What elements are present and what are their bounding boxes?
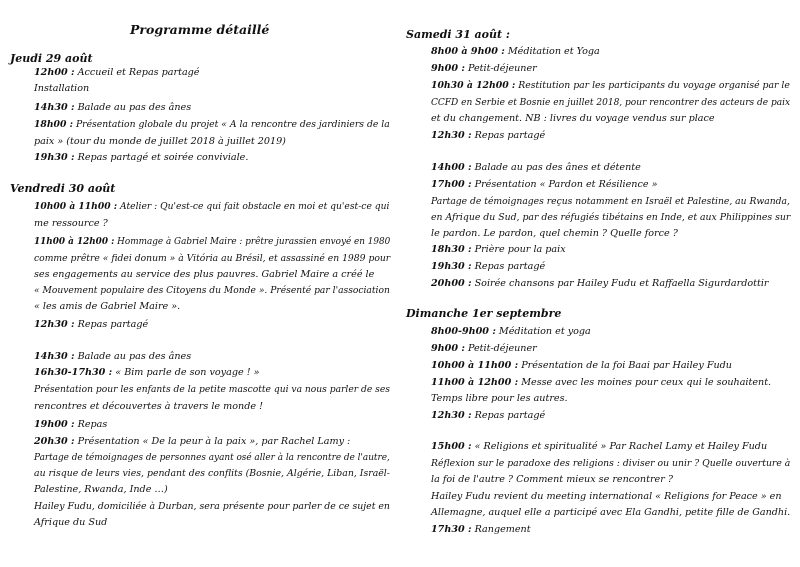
schedule-line: 18h30 : Prière pour la paix (431, 244, 566, 255)
schedule-line: 18h00 : Présentation globale du projet « A la rencontre des jardiniers de la (34, 119, 390, 130)
schedule-line: 12h30 : Repas partagé (431, 130, 546, 141)
schedule-line: 8h00-9h00 : Méditation et yoga (431, 326, 591, 337)
schedule-line: « les amis de Gabriel Maire ». (34, 301, 181, 312)
schedule-line: 12h00 : Accueil et Repas partagé (34, 67, 200, 78)
day-heading-samedi: Samedi 31 août : (406, 28, 510, 41)
schedule-line: 12h30 : Repas partagé (431, 410, 546, 421)
schedule-line: et du changement. NB : livres du voyage vendus sur place (431, 113, 715, 124)
schedule-line: 20h00 : Soirée chansons par Hailey Fudu et Raffaella Sigurdardottir (431, 278, 769, 289)
schedule-line: comme prêtre « fidei donum » à Vitória au Brésil, et assassiné en 1989 pour (34, 253, 391, 264)
schedule-line: 14h30 : Balade au pas des ânes (34, 102, 192, 113)
page-title: Programme détaillé (130, 22, 270, 37)
schedule-line: Réflexion sur le paradoxe des religions : diviser ou unir ? Quelle ouverture à (431, 458, 791, 469)
schedule-line: 16h30-17h30 : « Bim parle de son voyage ! » (34, 367, 260, 378)
schedule-line: 9h00 : Petit-déjeuner (431, 343, 537, 354)
schedule-line: paix » (tour du monde de juillet 2018 à juillet 2019) (34, 136, 286, 147)
schedule-line: 12h30 : Repas partagé (34, 319, 149, 330)
schedule-line: 19h30 : Repas partagé et soirée conviviale. (34, 152, 249, 163)
day-heading-dimanche: Dimanche 1er septembre (406, 307, 562, 320)
schedule-line: 8h00 à 9h00 : Méditation et Yoga (431, 46, 600, 57)
schedule-line: 14h30 : Balade au pas des ânes (34, 351, 192, 362)
schedule-line: 11h00 à 12h00 : Hommage à Gabriel Maire : prêtre jurassien envoyé en 1980 (34, 236, 391, 247)
schedule-line: CCFD en Serbie et Bosnie en juillet 2018, pour rencontrer des acteurs de paix (431, 97, 791, 108)
schedule-line: « Mouvement populaire des Citoyens du Monde ». Présenté par l'association (34, 285, 390, 296)
schedule-line: 10h00 à 11h00 : Présentation de la foi Baai par Hailey Fudu (431, 360, 732, 371)
schedule-line: ses engagements au service des plus pauvres. Gabriel Maire a créé le (34, 269, 375, 280)
schedule-line: Partage de témoignages reçus notamment en Israël et Palestine, au Rwanda, (431, 196, 790, 207)
schedule-line: Hailey Fudu revient du meeting international « Religions for Peace » en (431, 491, 782, 502)
schedule-line: Palestine, Rwanda, Inde …) (34, 484, 168, 495)
schedule-line: Présentation pour les enfants de la petite mascotte qui va nous parler de ses (34, 384, 390, 395)
schedule-line: 14h00 : Balade au pas des ânes et détente (431, 162, 641, 173)
day-heading-jeudi: Jeudi 29 août (10, 52, 93, 65)
schedule-line: me ressource ? (34, 218, 108, 229)
schedule-line: 9h00 : Petit-déjeuner (431, 63, 537, 74)
day-heading-vendredi: Vendredi 30 août (10, 182, 116, 195)
schedule-line: 10h30 à 12h00 : Restitution par les participants du voyage organisé par le (431, 80, 790, 91)
schedule-line: la foi de l'autre ? Comment mieux se rencontrer ? (431, 474, 673, 485)
schedule-line: le pardon. Le pardon, quel chemin ? Quelle force ? (431, 228, 678, 239)
schedule-line: Hailey Fudu, domiciliée à Durban, sera présente pour parler de ce sujet en (34, 501, 390, 512)
schedule-line: 11h00 à 12h00 : Messe avec les moines pour ceux qui le souhaitent. (431, 377, 772, 388)
schedule-line: en Afrique du Sud, par des réfugiés tibétains en Inde, et aux Philippines sur (431, 212, 791, 223)
schedule-line: Afrique du Sud (34, 517, 108, 528)
schedule-line: 20h30 : Présentation « De la peur à la paix », par Rachel Lamy : (34, 436, 351, 447)
schedule-line: Allemagne, auquel elle a participé avec Ela Gandhi, petite fille de Gandhi. (431, 507, 791, 518)
schedule-line: 17h30 : Rangement (431, 524, 531, 535)
schedule-line: 15h00 : « Religions et spiritualité » Par Rachel Lamy et Hailey Fudu (431, 441, 768, 452)
schedule-line: Temps libre pour les autres. (431, 393, 568, 404)
schedule-line: Partage de témoignages de personnes ayant osé aller à la rencontre de l'autre, (34, 452, 390, 463)
schedule-line: rencontres et découvertes à travers le monde ! (34, 401, 263, 412)
schedule-line: 17h00 : Présentation « Pardon et Résilience » (431, 179, 658, 190)
schedule-line: 19h00 : Repas (34, 419, 108, 430)
schedule-line: au risque de leurs vies, pendant des conflits (Bosnie, Algérie, Liban, Israël- (34, 468, 390, 479)
schedule-line: 19h30 : Repas partagé (431, 261, 546, 272)
schedule-line: 10h00 à 11h00 : Atelier : Qu'est-ce qui fait obstacle en moi et qu'est-ce qui (34, 201, 390, 212)
schedule-line: Installation (34, 83, 90, 94)
